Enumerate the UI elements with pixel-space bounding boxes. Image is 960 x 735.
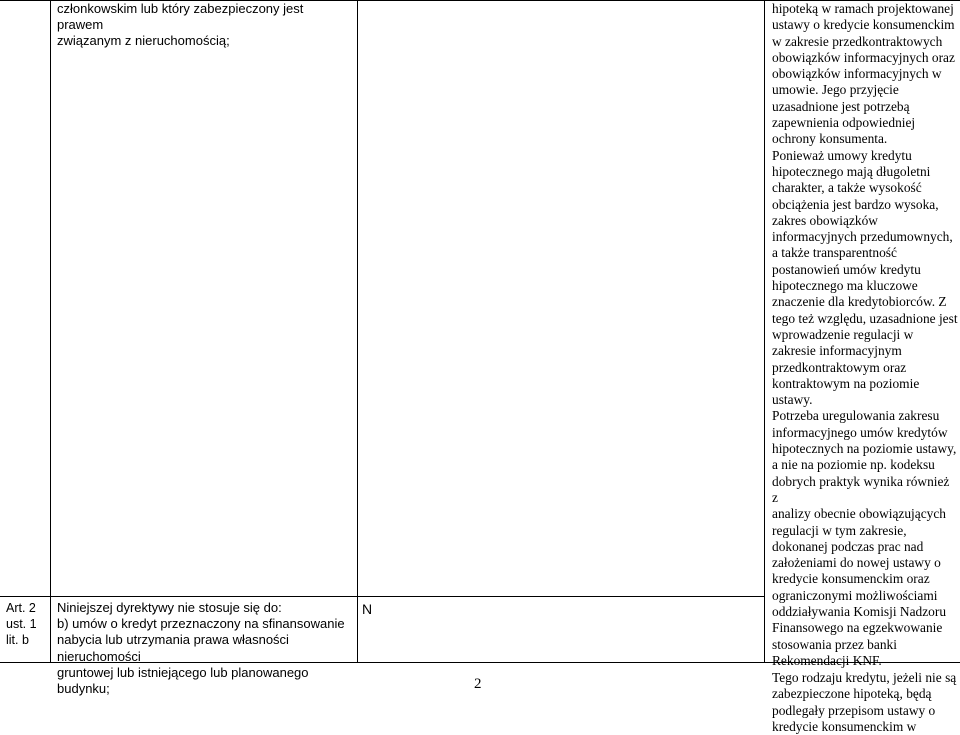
column-divider-3 [764,0,765,663]
provision-text: Niniejszej dyrektywy nie stosuje się do: b) umów o kredyt przeznaczony na sfinansowanie nabycia lub utrzymania prawa własności nieruchomości gruntowej lub istniejącego lub planowanego budynku; [57,600,345,697]
column-divider-2 [357,0,358,663]
article-reference: Art. 2 ust. 1 lit. b [6,601,37,648]
column-divider-1 [50,0,51,663]
commentary-paragraph-3: Potrzeba uregulowania zakresu informacyjnego umów kredytów hipotecznych na poziomie ustawy, a nie na poziomie np. kodeksu dobrych praktyk wynika również z analizy obecnie obowiązujących regulacji w tym zakresie, dokonanej podczas prac nad założeniami do nowej ustawy o kredycie konsumenckim oraz ograniczonymi możliwościami oddziaływania Komisji Nadzoru Finansowego na egzekwowanie stosowania przez banki Rekomendacji KNF. [772,408,957,668]
commentary-paragraph-2: Ponieważ umowy kredytu hipotecznego mają długoletni charakter, a także wysokość obciążenia jest bardzo wysoka, zakres obowiązków informacyjnych przedumownych, a także transparentność postanowień umów kredytu hipotecznego ma kluczowe znaczenie dla kredytobiorców. Z tego też względu, uzasadnione jest wprowadzenie regulacji w zakresie informacyjnym przedkontraktowym oraz kontraktowym na poziomie ustawy. [772,147,958,408]
commentary-paragraph-1: hipoteką w ramach projektowanej ustawy o kredycie konsumenckim w zakresie przedkontraktowych obowiązków informacyjnych oraz obowiązków informacyjnych w umowie. Jego przyjęcie uzasadnione jest potrzebą zapewnienia odpowiedniej ochrony konsumenta. [772,1,955,147]
provision-text-continued: członkowskim lub który zabezpieczony jest prawem związanym z nieruchomością; [57,1,304,49]
commentary-paragraph-4: Tego rodzaju kredytu, jeżeli nie są zabezpieczone hipoteką, będą podlegały przepisom ustawy o kredycie konsumenckim w [772,670,957,735]
commentary-column [772,1,958,735]
page-number: 2 [474,676,482,692]
row-divider [0,596,765,597]
transposition-marker: N [362,601,373,617]
